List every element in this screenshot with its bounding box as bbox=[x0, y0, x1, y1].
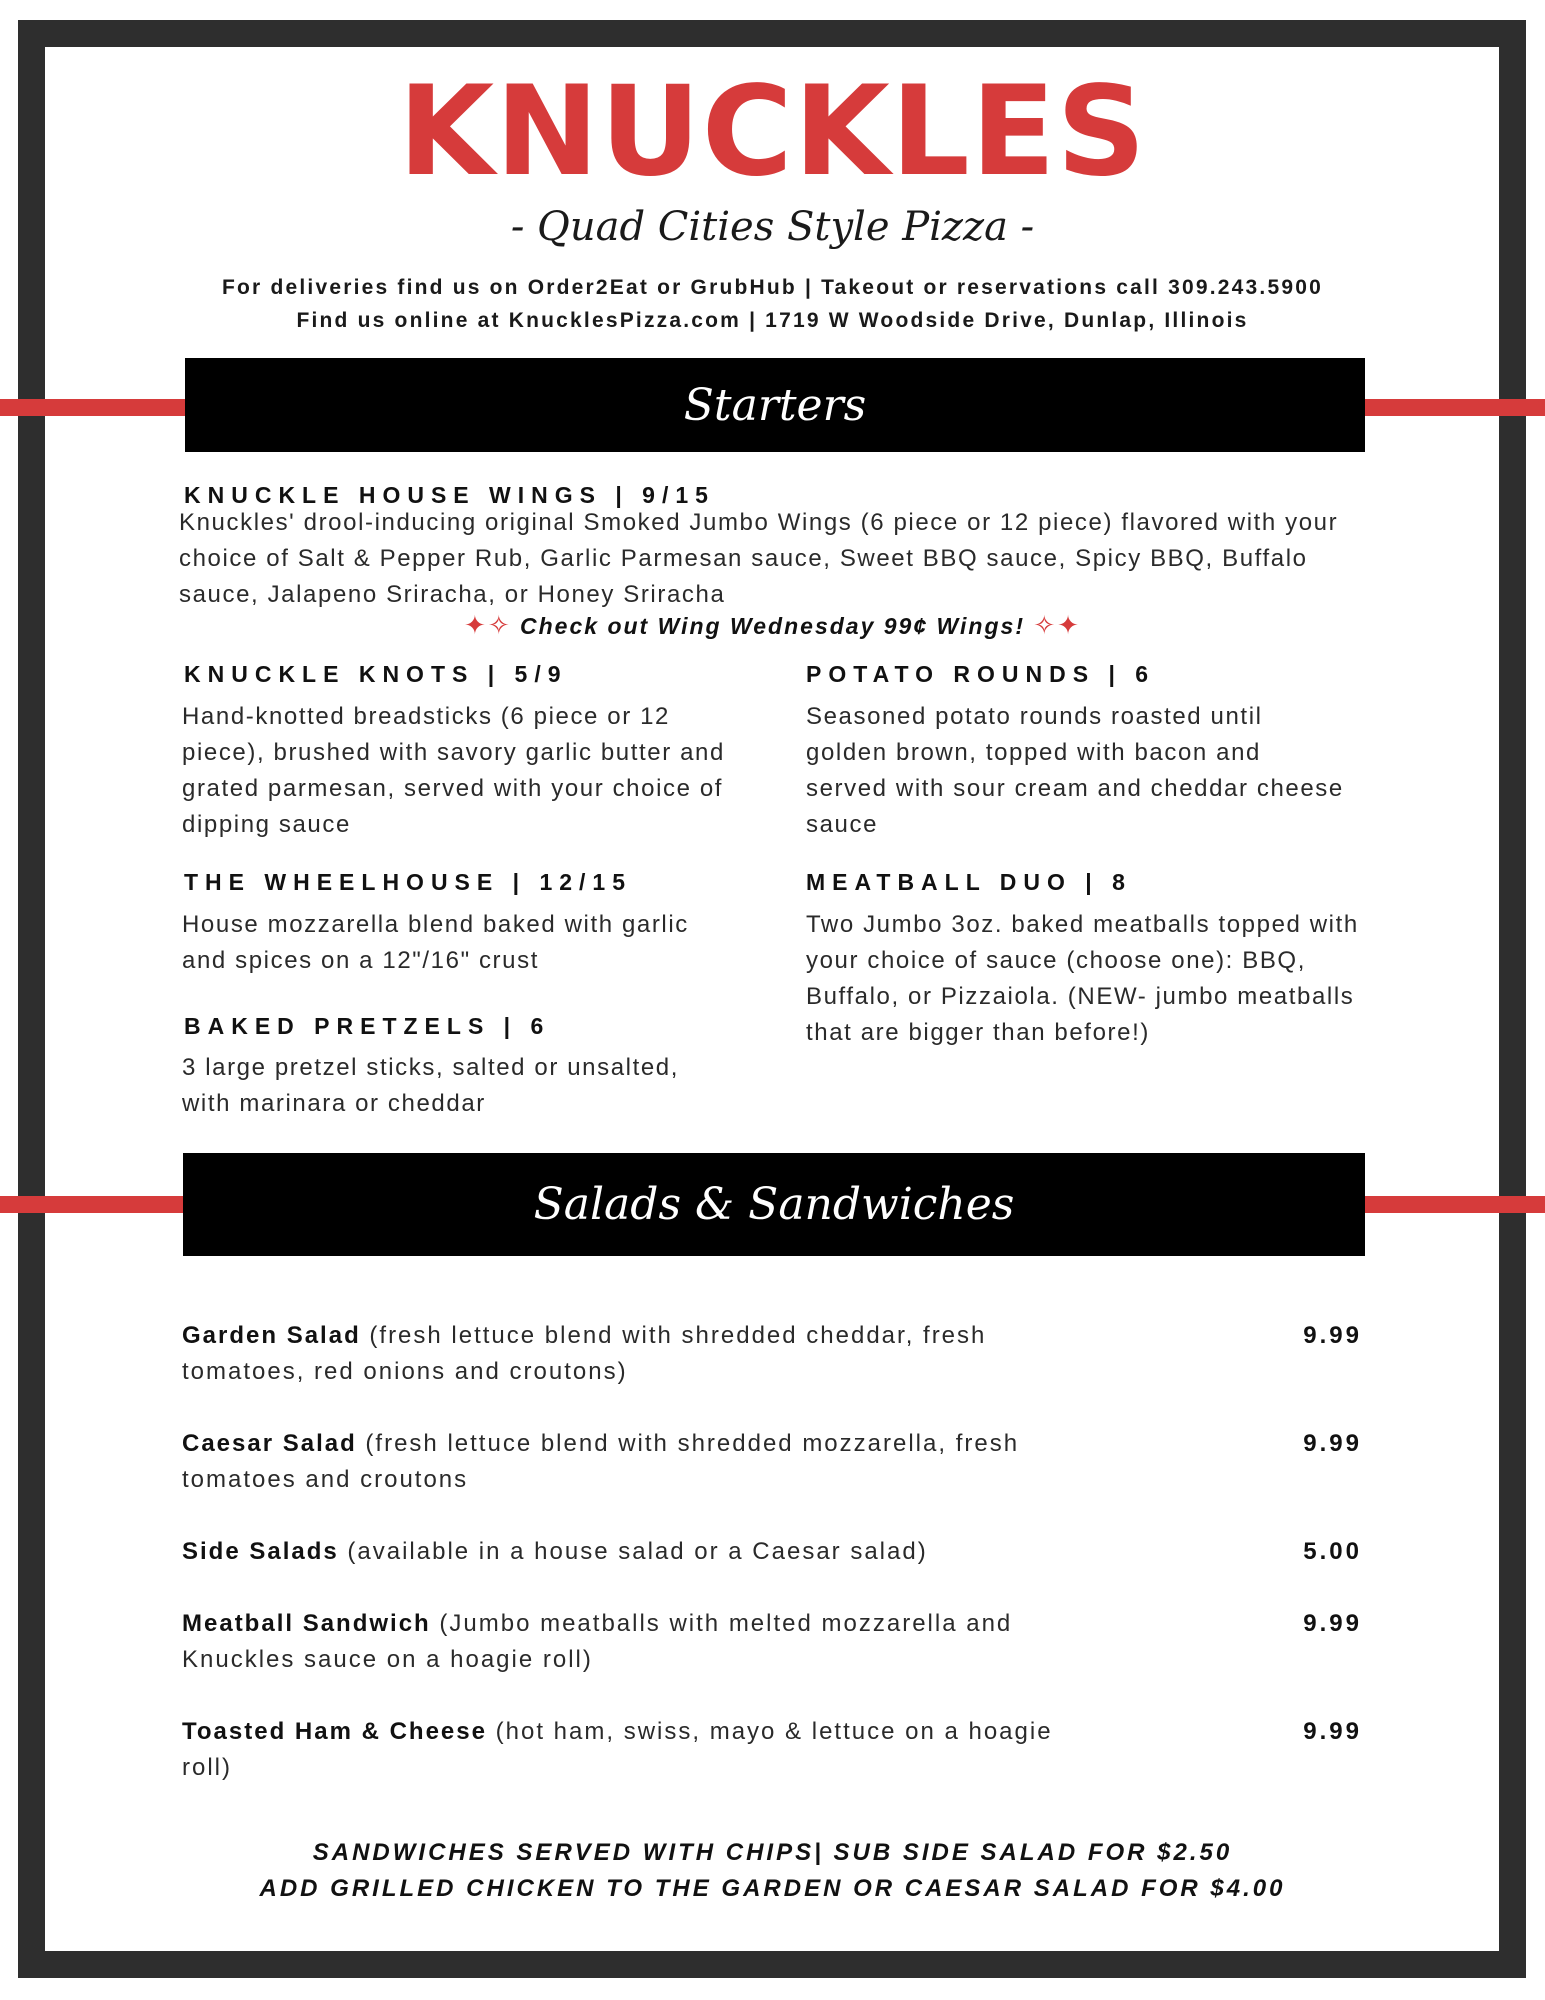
item-price: 9.99 bbox=[1303, 1322, 1362, 1349]
pretzels-title: BAKED PRETZELS | 6 bbox=[184, 1013, 551, 1039]
meatball-title: MEATBALL DUO | 8 bbox=[806, 869, 1132, 895]
red-divider-left bbox=[0, 399, 190, 416]
wheelhouse-desc: House mozzarella blend baked with garlic and spices on a 12"/16" crust bbox=[182, 911, 689, 974]
potato-title: POTATO ROUNDS | 6 bbox=[806, 661, 1156, 687]
item-desc: (Jumbo meatballs with melted mozzarella and Knuckles sauce on a hoagie roll) bbox=[182, 1610, 1013, 1673]
item-price: 9.99 bbox=[1303, 1610, 1362, 1637]
list-item bbox=[182, 1318, 1362, 1390]
footer-note-chips: SANDWICHES SERVED WITH CHIPS| SUB SIDE SALAD FOR $2.50 bbox=[312, 1839, 1233, 1866]
info-line-address: Find us online at KnucklesPizza.com | 1719 W Woodside Drive, Dunlap, Illinois bbox=[296, 309, 1249, 332]
item-name: Garden Salad bbox=[182, 1322, 361, 1349]
item-price: 5.00 bbox=[1303, 1538, 1362, 1565]
wing-wednesday-promo bbox=[0, 610, 1545, 641]
meatball-desc: Two Jumbo 3oz. baked meatballs topped with your choice of sauce (choose one): BBQ, Buffalo, or Pizzaiola. (NEW- jumbo meatballs that are bigger than before!) bbox=[806, 911, 1359, 1046]
item-name: Toasted Ham & Cheese bbox=[182, 1718, 487, 1745]
item-name: Caesar Salad bbox=[182, 1430, 357, 1457]
restaurant-subtitle: - Quad Cities Style Pizza - bbox=[510, 204, 1035, 250]
item-desc: (available in a house salad or a Caesar salad) bbox=[338, 1538, 928, 1565]
red-divider-right bbox=[1360, 399, 1545, 416]
list-item bbox=[182, 1606, 1362, 1678]
item-price: 9.99 bbox=[1303, 1430, 1362, 1457]
item-desc: (fresh lettuce blend with shredded cheddar, fresh tomatoes, red onions and croutons) bbox=[182, 1322, 987, 1385]
item-desc: (fresh lettuce blend with shredded mozzarella, fresh tomatoes and croutons bbox=[182, 1430, 1020, 1493]
pretzels-desc: 3 large pretzel sticks, salted or unsalted, with marinara or cheddar bbox=[182, 1054, 680, 1117]
potato-desc: Seasoned potato rounds roasted until golden brown, topped with bacon and served with sour cream and cheddar cheese sauce bbox=[806, 703, 1344, 838]
red-divider-left bbox=[0, 1196, 190, 1213]
restaurant-title: KNUCKLES bbox=[398, 60, 1147, 204]
item-name: Meatball Sandwich bbox=[182, 1610, 431, 1637]
info-line-delivery: For deliveries find us on Order2Eat or GrubHub | Takeout or reservations call 309.243.5900 bbox=[222, 276, 1323, 299]
list-item bbox=[182, 1534, 1362, 1570]
salads-heading: Salads & Sandwiches bbox=[183, 1153, 1365, 1256]
knots-title: KNUCKLE KNOTS | 5/9 bbox=[184, 661, 568, 687]
item-price: 9.99 bbox=[1303, 1718, 1362, 1745]
red-divider-right bbox=[1360, 1196, 1545, 1213]
sparkle-icon: ✧✦ bbox=[1033, 610, 1081, 640]
footer-note-chicken: ADD GRILLED CHICKEN TO THE GARDEN OR CAESAR SALAD FOR $4.00 bbox=[259, 1875, 1286, 1902]
wings-desc: Knuckles' drool-inducing original Smoked Jumbo Wings (6 piece or 12 piece) flavored with your choice of Salt & Pepper Rub, Garlic Parmesan sauce, Sweet BBQ sauce, Spicy BBQ, Buffalo sauce, Jalapeno Sriracha, or Honey Sriracha bbox=[179, 509, 1339, 608]
item-desc: (hot ham, swiss, mayo & lettuce on a hoagie roll) bbox=[182, 1718, 1053, 1781]
knots-desc: Hand-knotted breadsticks (6 piece or 12 piece), brushed with savory garlic butter and grated parmesan, served with your choice of dipping sauce bbox=[182, 703, 725, 838]
starters-heading: Starters bbox=[185, 358, 1365, 452]
list-item bbox=[182, 1426, 1362, 1498]
wings-title: KNUCKLE HOUSE WINGS | 9/15 bbox=[184, 482, 715, 508]
promo-text: Check out Wing Wednesday 99¢ Wings! bbox=[520, 613, 1025, 639]
sparkle-icon: ✦✧ bbox=[464, 610, 512, 640]
list-item bbox=[182, 1714, 1362, 1786]
wheelhouse-title: THE WHEELHOUSE | 12/15 bbox=[184, 869, 633, 895]
item-name: Side Salads bbox=[182, 1538, 339, 1565]
